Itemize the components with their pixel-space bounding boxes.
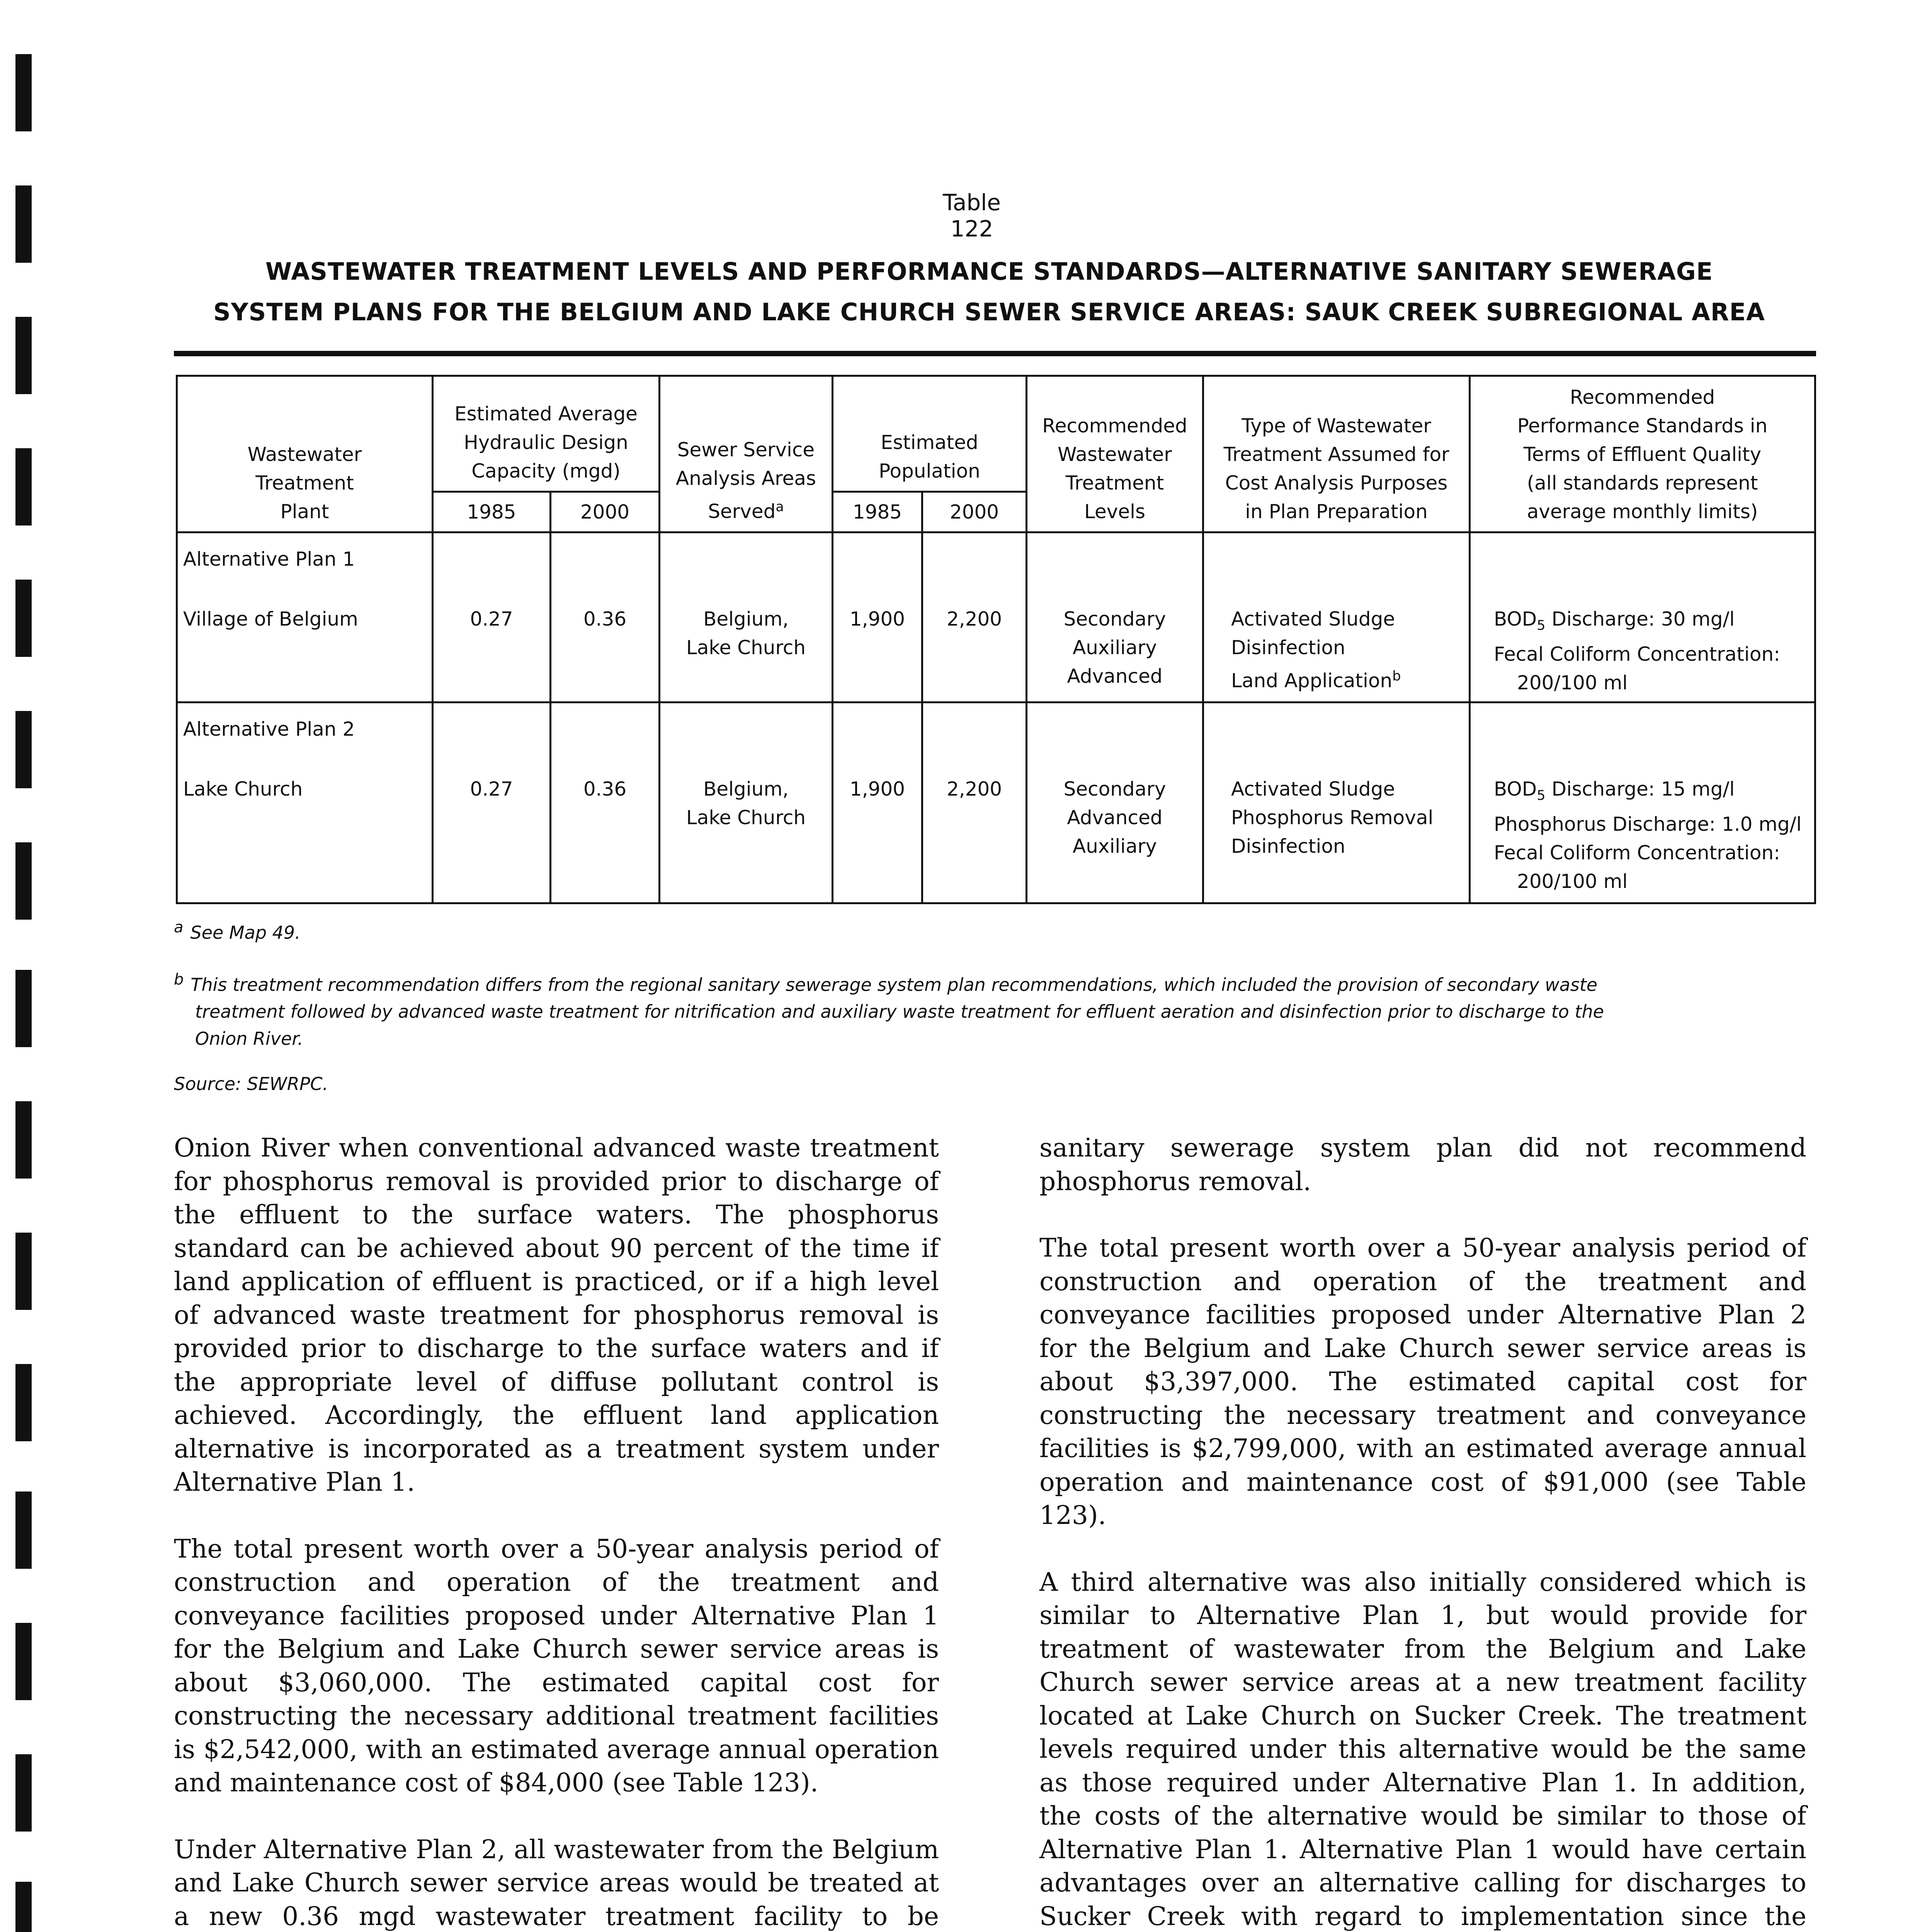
phosphorus-line: Phosphorus Discharge: 1.0 mg/l (1494, 813, 1802, 835)
level-line: Secondary (1063, 608, 1166, 630)
spacer (839, 545, 916, 605)
table-top-rule (174, 351, 1816, 356)
header-standards-line: Terms of Effluent Quality (1523, 443, 1762, 466)
text-column-right (1039, 1131, 1806, 1932)
spacer (439, 545, 544, 605)
binder-edge-marks (0, 0, 54, 1932)
paragraph: The total present worth over a 50-year analysis period of construction and operation of the treatment and conveyance facilities proposed under Alternative Plan 1 for the Belgium and Lake Church sewer service areas is about $3,060,000. The estimated capital cost for constructing the necessary additional treatment facilities is $2,542,000, with an estimated average annual operation and maintenance cost of $84,000 (see Table 123). (174, 1534, 939, 1798)
bod-value: Discharge: 15 mg/l (1545, 778, 1735, 800)
binder-mark (15, 1754, 32, 1832)
header-type-line: in Plan Preparation (1245, 500, 1428, 523)
spacer (839, 715, 916, 775)
levels-cell (1027, 702, 1203, 903)
header-type-line: Type of Wastewater (1242, 415, 1431, 437)
header-cap-1985: 1985 (433, 492, 551, 532)
levels-cell (1027, 532, 1203, 702)
cap-1985-value: 0.27 (470, 608, 513, 630)
pop-1985-cell (833, 532, 922, 702)
spacer (557, 545, 653, 605)
type-line: Activated Sludge (1231, 608, 1395, 630)
paragraph: A third alternative was also initially considered which is similar to Alternative Plan 1, but would provide for treatment of wastewater from the Belgium and Lake Church sewer service areas at a new treatment facility located at Lake Church on Sucker Creek. The treatment levels required under this alternative would be the same as those required under Alternative Plan 1. In addition, the costs of the alternative would be similar to those of Alternative Plan 1. Alternative Plan 1 would have certain advantages over an alternative calling for discharges to Sucker Creek with regard to implementation since the (1039, 1567, 1806, 1931)
area-line: Belgium, (703, 608, 789, 630)
footnote-a (174, 914, 301, 946)
header-standards-line: (all standards represent (1527, 472, 1758, 494)
area-line: Belgium, (703, 778, 789, 800)
bod-subscript: 5 (1537, 788, 1546, 803)
type-text: Land Application (1231, 669, 1393, 692)
cap-2000-cell (551, 532, 660, 702)
pop-2000-value: 2,200 (946, 778, 1002, 800)
level-line: Auxiliary (1073, 835, 1157, 857)
header-type-line: Cost Analysis Purposes (1225, 472, 1448, 494)
table-title (178, 251, 1801, 332)
type-line: Disinfection (1231, 636, 1345, 659)
pop-1985-cell (833, 702, 922, 903)
header-capacity (433, 376, 660, 492)
areas-cell (660, 702, 833, 903)
pop-2000-value: 2,200 (946, 608, 1002, 630)
header-levels-line: Wastewater (1058, 443, 1172, 466)
header-sewer-served: Served (708, 500, 776, 523)
binder-mark (15, 448, 32, 526)
bod-line (1494, 775, 1809, 810)
footnote-a-text: See Map 49. (190, 922, 301, 943)
header-population (833, 376, 1027, 492)
fecal-line: Fecal Coliform Concentration: (1494, 643, 1781, 665)
treatment-table (176, 375, 1816, 904)
cap-1985-cell (433, 702, 551, 903)
table-title-line: WASTEWATER TREATMENT LEVELS AND PERFORMANCE STANDARDS—ALTERNATIVE SANITARY SEWERAGE (265, 257, 1713, 286)
plan-label: Alternative Plan 2 (183, 718, 355, 740)
plan-label: Alternative Plan 1 (183, 548, 355, 570)
plant-cell (177, 532, 433, 702)
footnote-b-line: treatment followed by advanced waste treatment for nitrification and auxiliary waste treatment for effluent aeration and disinfection prior to discharge to the (195, 1001, 1604, 1022)
area-line: Lake Church (686, 636, 806, 659)
type-line: Disinfection (1231, 835, 1345, 857)
fecal-value: 200/100 ml (1517, 870, 1628, 893)
header-capacity-line: Capacity (mgd) (471, 460, 621, 482)
text-column-left (174, 1131, 939, 1932)
cap-1985-value: 0.27 (470, 778, 513, 800)
table-source: Source: SEWRPC. (174, 1073, 328, 1094)
type-line: Activated Sludge (1231, 778, 1395, 800)
cap-2000-value: 0.36 (583, 608, 627, 630)
table-row (177, 532, 1815, 702)
binder-mark (15, 842, 32, 920)
binder-mark (15, 711, 32, 788)
bod-value: Discharge: 30 mg/l (1545, 608, 1735, 630)
plant-name: Village of Belgium (183, 608, 358, 630)
spacer (929, 545, 1020, 605)
binder-mark (15, 1101, 32, 1179)
table-row (177, 702, 1815, 903)
header-type-line: Treatment Assumed for (1223, 443, 1449, 466)
level-line: Advanced (1067, 806, 1163, 829)
footnote-a-mark: a (174, 918, 184, 936)
pop-1985-value: 1,900 (849, 778, 905, 800)
level-line: Auxiliary (1073, 636, 1157, 659)
header-standards (1470, 376, 1815, 532)
types-cell (1203, 702, 1470, 903)
header-cap-2000: 2000 (551, 492, 660, 532)
standards-cell (1470, 532, 1815, 702)
spacer (1231, 545, 1463, 605)
paragraph: sanitary sewerage system plan did not recommend phosphorus removal. (1039, 1133, 1806, 1196)
binder-mark (15, 317, 32, 394)
binder-mark (15, 970, 32, 1047)
binder-mark (15, 1882, 32, 1932)
cap-2000-cell (551, 702, 660, 903)
spacer (1494, 715, 1809, 775)
bod-subscript: 5 (1537, 618, 1546, 633)
cap-1985-cell (433, 532, 551, 702)
paragraph: Under Alternative Plan 2, all wastewater from the Belgium and Lake Church sewer service areas would be treated at a new 0.36 mgd wastewater treatment facility to be (174, 1834, 939, 1931)
header-levels (1027, 376, 1203, 532)
binder-mark (15, 1364, 32, 1441)
footnote-marker-b: b (1392, 668, 1401, 684)
plant-cell (177, 702, 433, 903)
binder-mark (15, 1492, 32, 1569)
level-line: Advanced (1067, 665, 1163, 687)
header-type (1203, 376, 1470, 532)
spacer (1494, 545, 1809, 605)
type-line (1231, 662, 1463, 695)
footnote-b (174, 966, 1816, 1052)
header-plant-line: Wastewater (247, 443, 362, 466)
binder-mark (15, 1623, 32, 1700)
table-number: Table 122 (943, 189, 1001, 242)
header-pop-2000: 2000 (922, 492, 1027, 532)
bod-label: BOD (1494, 608, 1537, 630)
fecal-value: 200/100 ml (1517, 672, 1628, 694)
footnote-b-text: This treatment recommendation differs from the regional sanitary sewerage system plan recommendations, which included the provision of secondary waste (190, 974, 1598, 995)
fecal-line: Fecal Coliform Concentration: (1494, 842, 1781, 864)
header-pop-1985: 1985 (833, 492, 922, 532)
level-line: Secondary (1063, 778, 1166, 800)
header-standards-line: Performance Standards in (1517, 415, 1768, 437)
spacer (439, 715, 544, 775)
pop-2000-cell (922, 532, 1027, 702)
binder-mark (15, 580, 32, 657)
cap-2000-value: 0.36 (583, 778, 627, 800)
header-levels-line: Levels (1084, 500, 1146, 523)
binder-mark (15, 185, 32, 263)
type-line: Phosphorus Removal (1231, 806, 1434, 829)
header-population-line: Estimated (881, 431, 978, 454)
header-levels-line: Treatment (1065, 472, 1164, 494)
binder-mark (15, 54, 32, 131)
header-plant (177, 376, 433, 532)
header-plant-line: Treatment (255, 472, 354, 494)
header-standards-line: average monthly limits) (1527, 500, 1758, 523)
header-standards-line: Recommended (1570, 386, 1715, 408)
plant-name: Lake Church (183, 778, 303, 800)
header-sewer-line: Analysis Areas (675, 467, 816, 490)
header-population-line: Population (879, 460, 980, 482)
header-row (177, 376, 1815, 492)
spacer (1231, 715, 1463, 775)
table-title-line: SYSTEM PLANS FOR THE BELGIUM AND LAKE CHURCH SEWER SERVICE AREAS: SAUK CREEK SUBREGIONAL AREA (213, 298, 1765, 326)
area-line: Lake Church (686, 806, 806, 829)
paragraph: The total present worth over a 50-year analysis period of construction and operation of the treatment and conveyance facilities proposed under Alternative Plan 2 for the Belgium and Lake Church sewer service areas is about $3,397,000. The estimated capital cost for constructing the necessary treatment and conveyance facilities is $2,799,000, with an estimated average annual operation and maintenance cost of $91,000 (see Table 123). (1039, 1233, 1806, 1530)
header-capacity-line: Hydraulic Design (464, 431, 628, 454)
spacer (666, 545, 826, 605)
pop-2000-cell (922, 702, 1027, 903)
footnote-b-line: Onion River. (195, 1028, 303, 1049)
footnote-b-mark: b (174, 971, 184, 988)
types-cell (1203, 532, 1470, 702)
spacer (1033, 545, 1197, 605)
footnote-marker-a: a (776, 499, 784, 515)
header-capacity-line: Estimated Average (454, 403, 638, 425)
header-levels-line: Recommended (1042, 415, 1187, 437)
header-sewer-areas (660, 376, 833, 532)
paragraph: Onion River when conventional advanced waste treatment for phosphorus removal is provided prior to discharge of the effluent to the surface waters. The phosphorus standard can be achieved about 90 percent of the time if land application of effluent is practiced, or if a high level of advanced waste treatment for phosphorus removal is provided prior to discharge to the surface waters and if the appropriate level of diffuse pollutant control is achieved. Accordingly, the effluent land application alternative is incorporated as a treatment system under Alternative Plan 1. (174, 1133, 939, 1497)
footnote-b-line (174, 966, 1816, 998)
spacer (929, 715, 1020, 775)
spacer (666, 715, 826, 775)
header-plant-line: Plant (280, 500, 329, 523)
bod-line (1494, 605, 1809, 640)
header-sewer-line (666, 493, 826, 526)
pop-1985-value: 1,900 (849, 608, 905, 630)
header-sewer-line: Sewer Service (677, 439, 815, 461)
spacer (557, 715, 653, 775)
spacer (1033, 715, 1197, 775)
standards-cell (1470, 702, 1815, 903)
areas-cell (660, 532, 833, 702)
bod-label: BOD (1494, 778, 1537, 800)
binder-mark (15, 1233, 32, 1310)
